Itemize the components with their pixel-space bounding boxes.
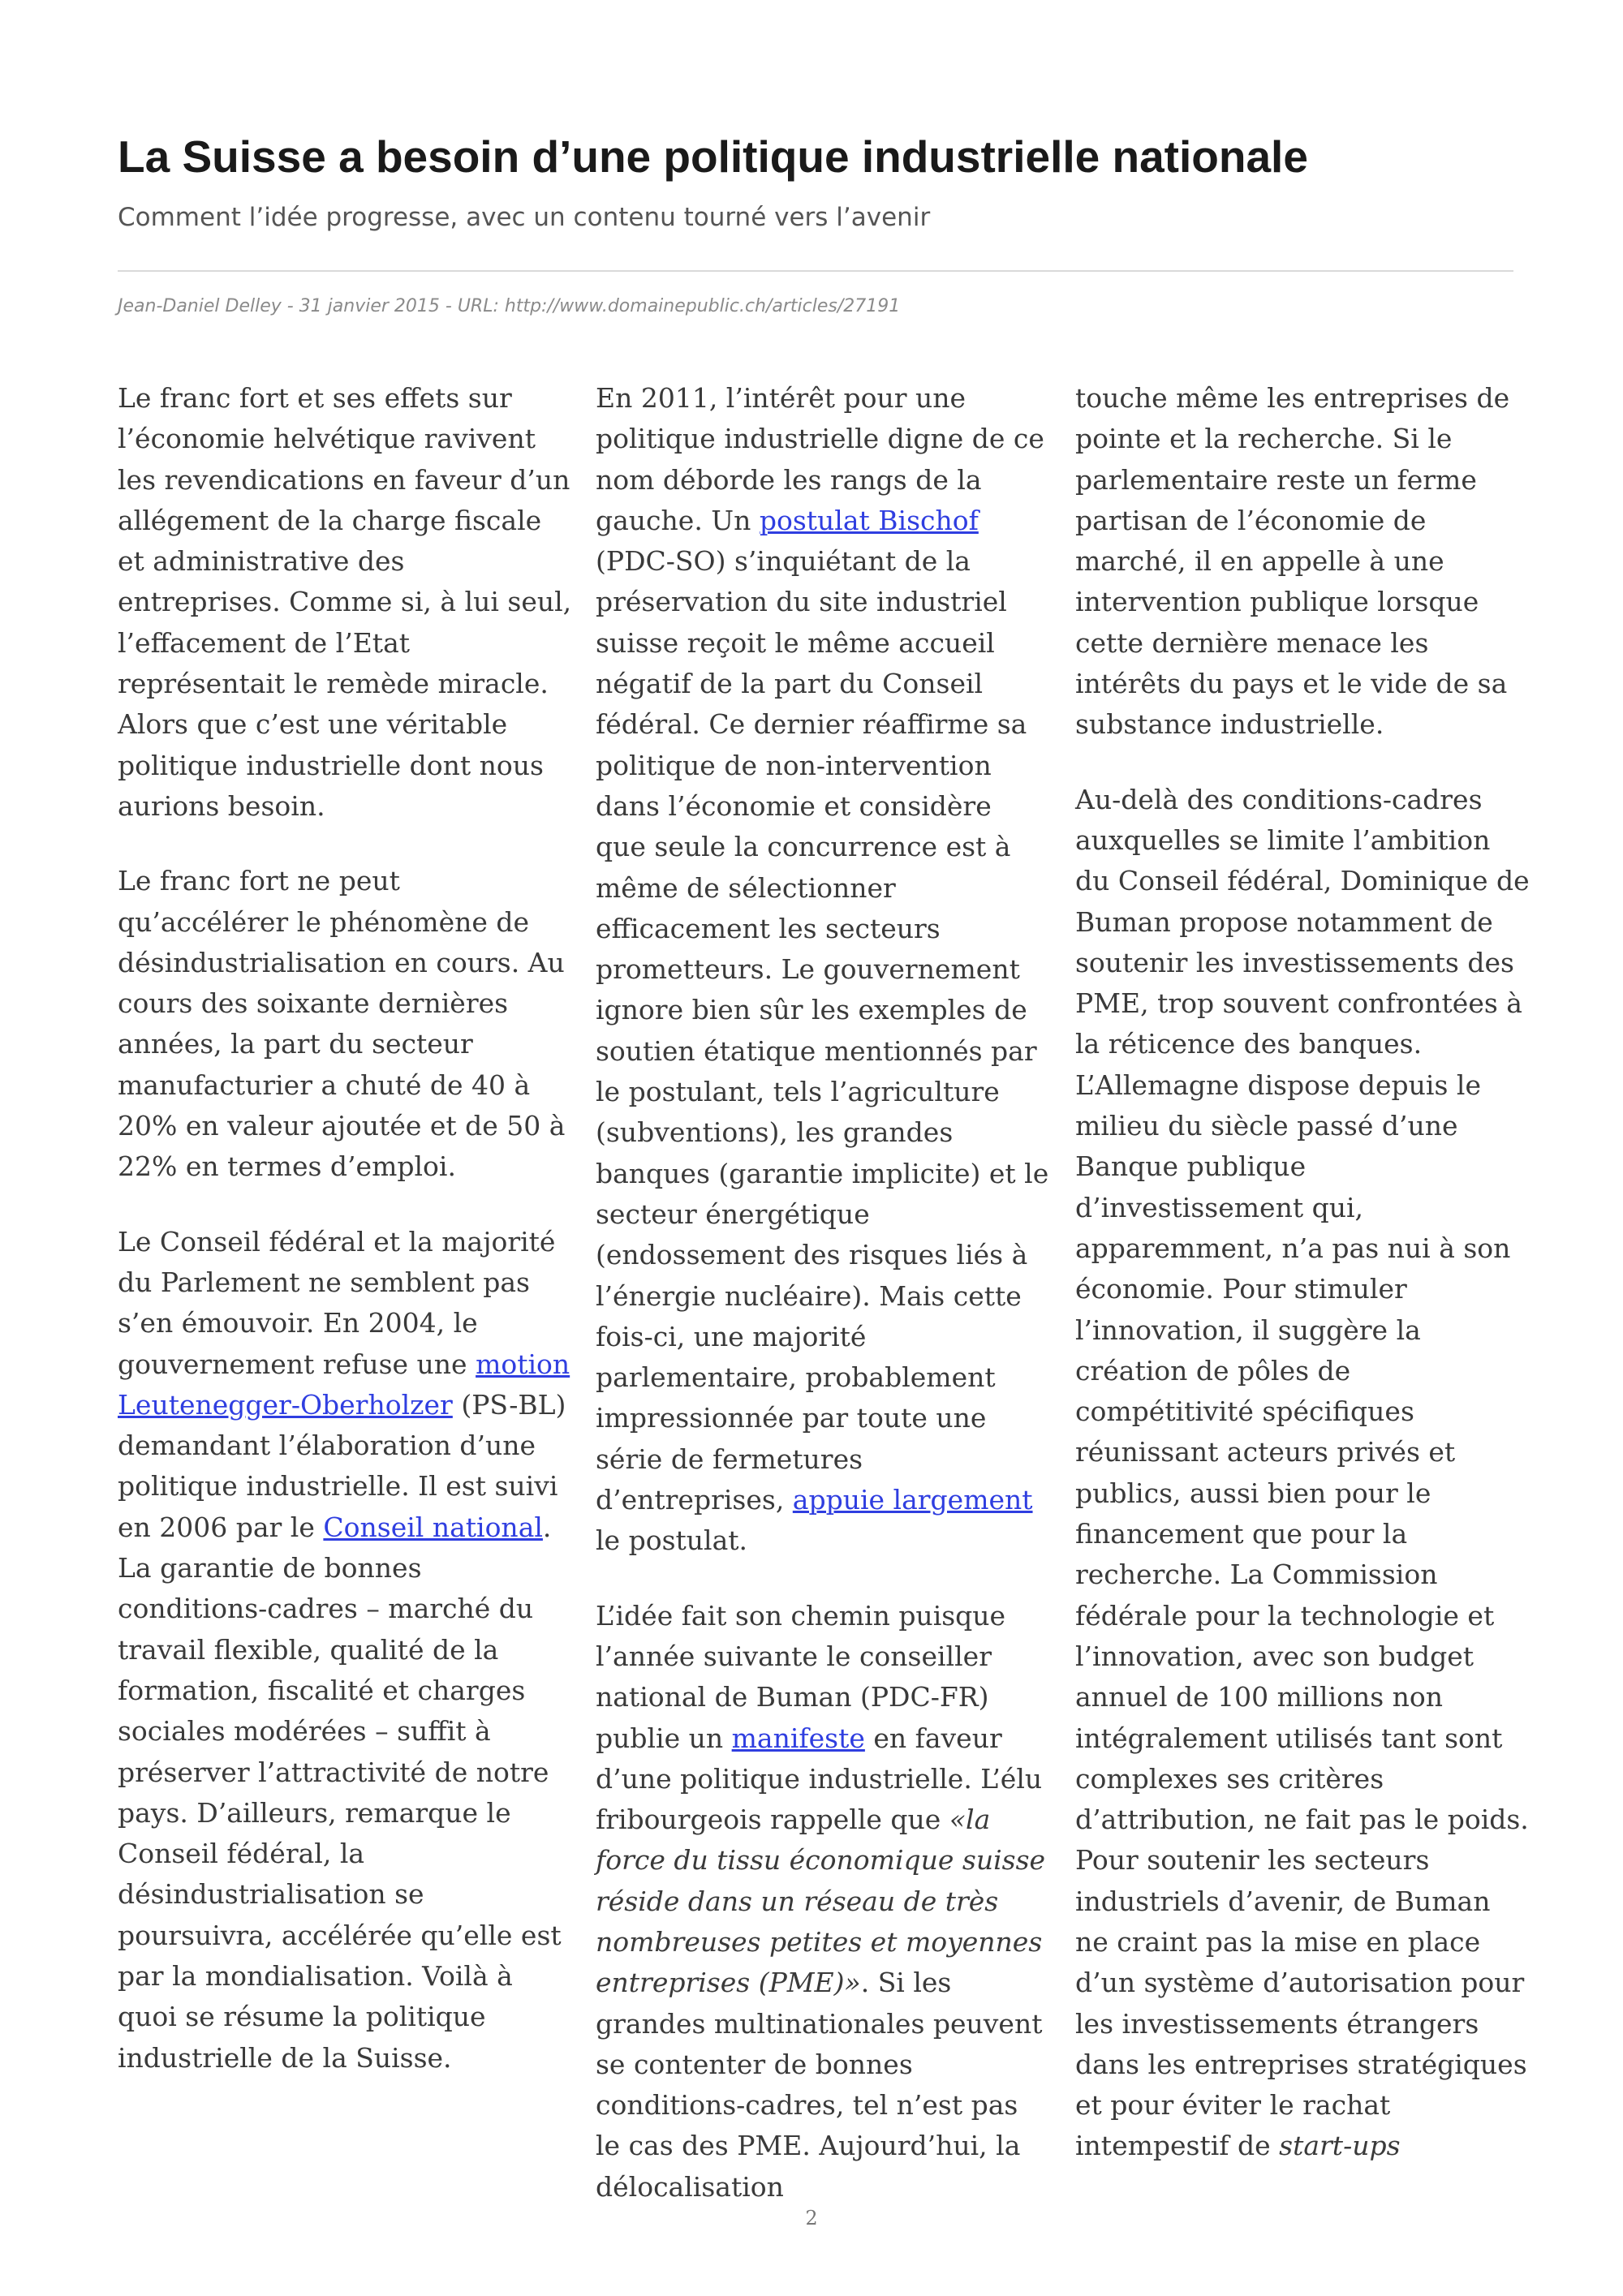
manifeste-link[interactable]: manifeste [731, 1722, 865, 1754]
postulat-bischof-link[interactable]: postulat Bischof [759, 504, 979, 536]
page-number: 2 [805, 2207, 818, 2229]
text-run: Le Conseil fédéral et la majorité du Parlement ne semblent pas s’en émouvoir. En 2004, le gouvernement refuse une [118, 1225, 556, 1380]
article-byline: Jean-Daniel Delley - 31 janvier 2015 - URL: http://www.domainepublic.ch/articles/27191 [118, 296, 901, 316]
paragraph [118, 1222, 572, 2079]
conseil-national-link[interactable]: Conseil national [323, 1511, 543, 1543]
text-run: En 2011, l’intérêt pour une politique industrielle digne de ce nom déborde les rangs de la gauche. Un [596, 382, 1044, 536]
motion-leutenegger-link[interactable]: motion Leutenegger-Oberholzer [118, 1348, 570, 1421]
text-run: (PS-BL) demandant l’élaboration d’une politique industrielle. Il est suivi en 2006 par le [118, 1388, 566, 1543]
quote-text: «la force du tissu économique suisse réside dans un réseau de très nombreuses petites et moyennes entreprises (PME)» [596, 1804, 1046, 1999]
italic-term: start-ups [1279, 2130, 1401, 2162]
text-column-3 [1075, 378, 1530, 2201]
text-run: . Si les grandes multinationales peuvent se contenter de bonnes conditions-cadres, tel n’est pas le cas des PME. Aujourd’hui, la délocalisation [596, 1967, 1043, 2203]
header-divider [118, 270, 1513, 272]
appuie-largement-link[interactable]: appuie largement [792, 1484, 1033, 1516]
text-run: le postulat. [596, 1524, 747, 1557]
text-run: en faveur d’une politique industrielle. L’élu fribourgeois rappelle que [596, 1722, 1043, 1836]
paragraph [596, 378, 1050, 1562]
text-column-2 [596, 378, 1050, 2242]
text-run: . La garantie de bonnes conditions-cadres – marché du travail flexible, qualité de la formation, fiscalité et charges sociales modérées – suffit à préserver l’attractivité de notre pays. D’ailleurs, remarque le Conseil fédéral, la désindustrialisation se poursuivra, accélérée qu’elle est par la mondialisation. Voilà à quoi se résume la politique industrielle de la Suisse. [118, 1511, 562, 2074]
paragraph [1075, 780, 1530, 2167]
paragraph: touche même les entreprises de pointe et la recherche. Si le parlementaire reste un ferme partisan de l’économie de marché, il en appelle à une intervention publique lorsque cette dernière menace les intérêts du pays et le vide de sa substance industrielle. [1075, 382, 1510, 741]
text-run: Au-delà des conditions-cadres auxquelles se limite l’ambition du Conseil fédéral, Dominique de Buman propose notamment de soutenir les investissements des PME, trop souvent confrontées à la réticence des banques. L’Allemagne dispose depuis le milieu du siècle passé d’une Banque publique d’investissement qui, apparemment, n’a pas nui à son économie. Pour stimuler l’innovation, il suggère la création de pôles de compétitivité spécifiques réunissant acteurs privés et publics, aussi bien pour le financement que pour la recherche. La Commission fédérale pour la technologie et l’innovation, avec son budget annuel de 100 millions non intégralement utilisés tant sont complexes ses critères d’attribution, ne fait pas le poids. Pour soutenir les secteurs industriels d’avenir, de Buman ne craint pas la mise en place d’un système d’autorisation pour les investissements étrangers dans les entreprises stratégiques et pour éviter le rachat intempestif de [1075, 783, 1530, 2162]
text-run: L’idée fait son chemin puisque l’année suivante le conseiller national de Buman (PDC-FR) publie un [596, 1599, 1006, 1754]
paragraph: Le franc fort ne peut qu’accélérer le phénomène de désindustrialisation en cours. Au cours des soixante dernières années, la part du secteur manufacturier a chuté de 40 à 20% en valeur ajoutée et de 50 à 22% en termes d’emploi. [118, 865, 566, 1183]
article-subtitle: Comment l’idée progresse, avec un contenu tourné vers l’avenir [118, 203, 931, 232]
article-title: La Suisse a besoin d’une politique industrielle nationale [118, 131, 1308, 182]
text-run: (PDC-SO) s’inquiétant de la préservation du site industriel suisse reçoit le même accueil négatif de la part du Conseil fédéral. Ce dernier réaffirme sa politique de non-intervention dans l’économie et considère que seule la concurrence est à même de sélectionner efficacement les secteurs prometteurs. Le gouvernement ignore bien sûr les exemples de soutien étatique mentionnés par le postulant, tels l’agriculture (subventions), les grandes banques (garantie implicite) et le secteur énergétique (endossement des risques liés à l’énergie nucléaire). Mais cette fois-ci, une majorité parlementaire, probablement impressionnée par toute une série de fermetures d’entreprises, [596, 545, 1049, 1516]
text-column-1 [118, 378, 572, 2113]
paragraph [596, 1596, 1050, 2208]
paragraph: Le franc fort et ses effets sur l’économie helvétique ravivent les revendications en faveur d’un allégement de la charge fiscale et administrative des entreprises. Comme si, à lui seul, l’effacement de l’Etat représentait le remède miracle. Alors que c’est une véritable politique industrielle dont nous aurions besoin. [118, 382, 572, 822]
